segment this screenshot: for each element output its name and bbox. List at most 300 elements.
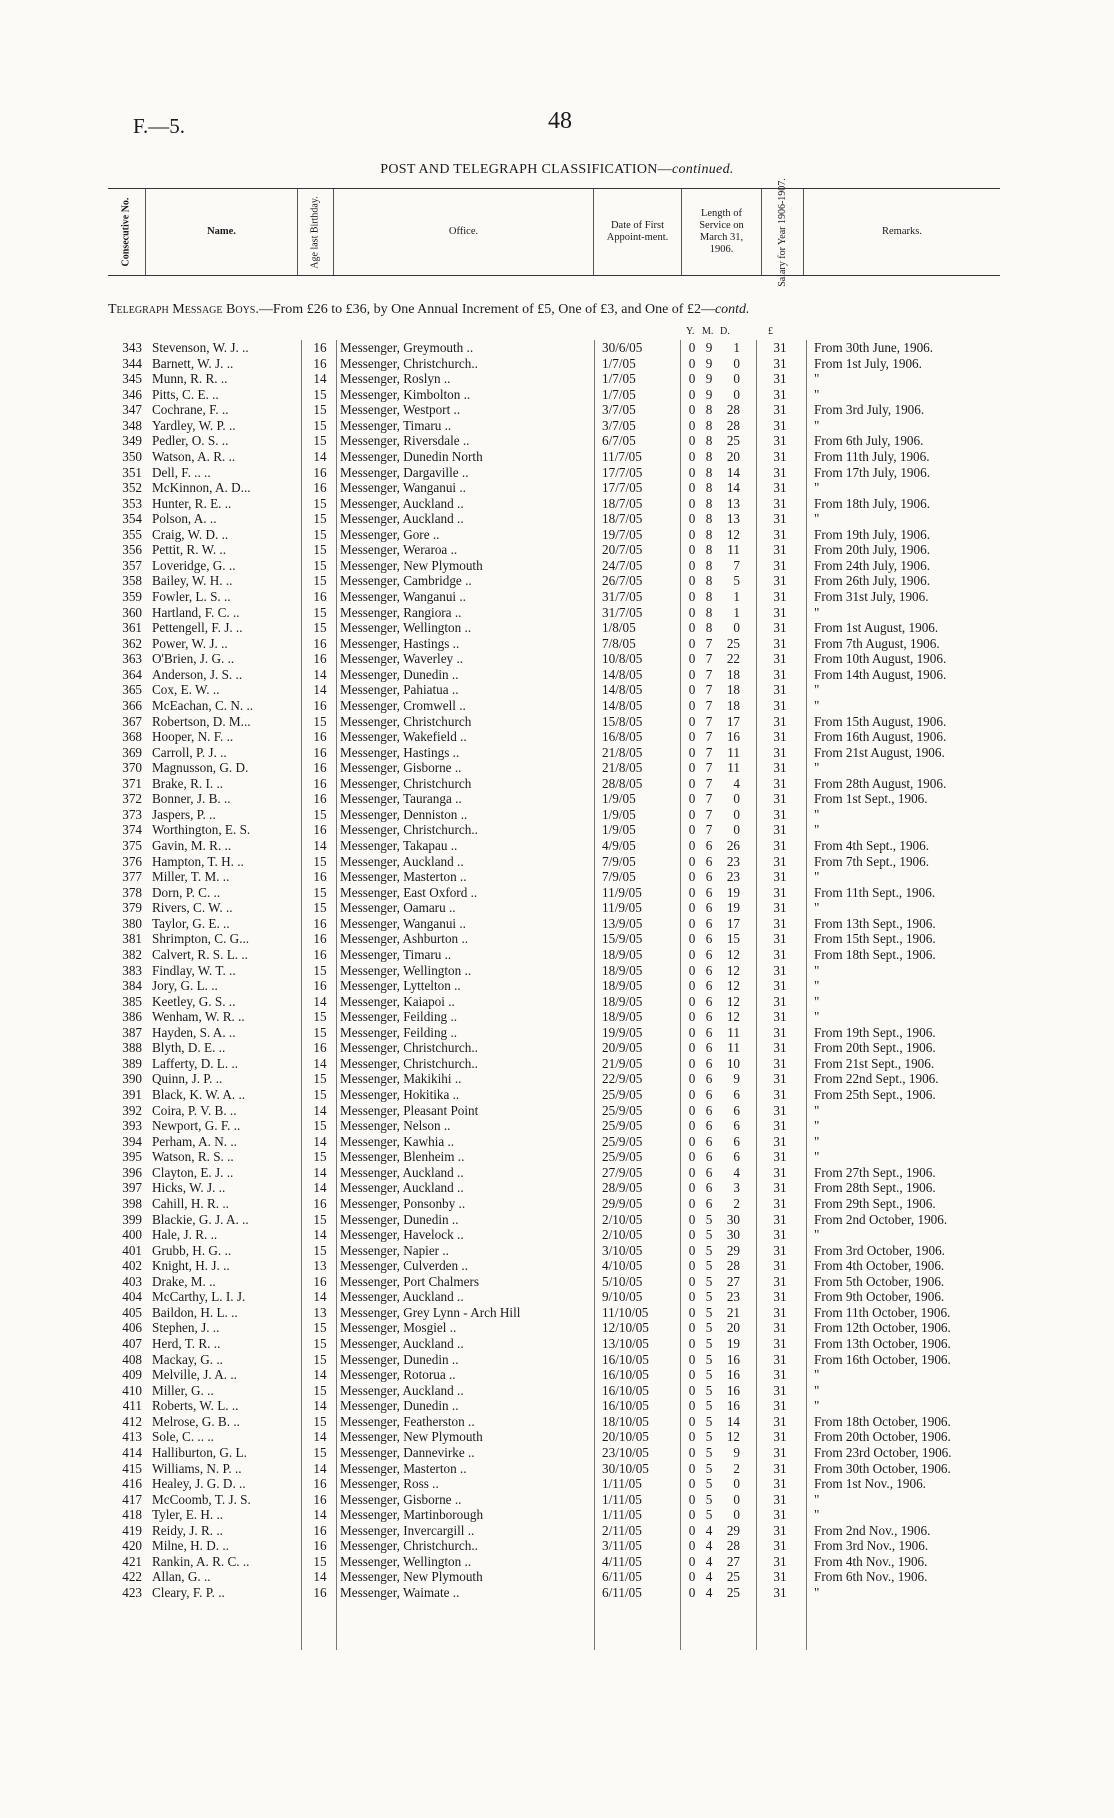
cell-date: 18/9/05: [602, 962, 643, 978]
cell-y: 0: [688, 635, 696, 651]
cell-age: 14: [313, 1460, 327, 1476]
cell-date: 13/10/05: [602, 1336, 649, 1351]
cell-no: 388: [122, 1040, 142, 1056]
cell-sal: 31: [773, 1009, 787, 1025]
cell-age: 14: [313, 1429, 327, 1445]
unit-pound: £: [768, 326, 773, 337]
cell-name: Hicks, W. J. ..: [152, 1180, 226, 1196]
cell-m: 6: [705, 1087, 713, 1102]
cell-d: 28: [726, 417, 740, 433]
cell-rem: From 21st August, 1906.: [814, 744, 945, 760]
cell-y: 0: [688, 1398, 696, 1414]
cell-m: 7: [705, 822, 713, 838]
cell-m: 6: [705, 869, 713, 885]
cell-no: 360: [122, 604, 142, 620]
cell-date: 20/7/05: [602, 542, 643, 558]
cell-d: 9: [733, 1071, 740, 1087]
cell-d: 23: [726, 853, 740, 869]
table-row: [108, 1569, 1008, 1585]
cell-name: Anderson, J. S. ..: [152, 666, 243, 682]
cell-y: 0: [688, 791, 696, 807]
cell-no: 392: [122, 1102, 142, 1118]
cell-y: 0: [688, 1087, 696, 1102]
cell-date: 1/9/05: [602, 806, 636, 822]
cell-office: Messenger, Ponsonby ..: [340, 1195, 466, 1211]
cell-name: Cox, E. W. ..: [152, 682, 220, 698]
cell-name: Jaspers, P. ..: [152, 806, 216, 822]
cell-date: 25/9/05: [602, 1149, 643, 1165]
cell-y: 0: [688, 713, 696, 729]
cell-name: Pettit, R. W. ..: [152, 542, 227, 558]
cell-m: 6: [705, 978, 713, 994]
cell-y: 0: [688, 1273, 696, 1289]
cell-no: 417: [122, 1491, 142, 1507]
cell-date: 10/8/05: [602, 651, 643, 667]
cell-office: Messenger, Dargaville ..: [340, 464, 469, 480]
cell-sal: 31: [773, 589, 787, 604]
cell-sal: 31: [773, 1585, 787, 1600]
cell-name: Carroll, P. J. ..: [152, 744, 227, 760]
cell-age: 15: [313, 526, 327, 542]
table-row: [108, 1336, 1008, 1352]
cell-m: 5: [705, 1211, 713, 1227]
cell-rem: From 12th October, 1906.: [814, 1320, 951, 1336]
cell-y: 0: [688, 869, 696, 885]
cell-date: 20/10/05: [602, 1429, 649, 1445]
table-row: [108, 994, 1008, 1010]
cell-age: 15: [313, 884, 327, 900]
cell-name: Hartland, F. C. ..: [152, 604, 240, 620]
cell-d: 11: [727, 760, 740, 776]
cell-d: 1: [733, 589, 740, 604]
cell-no: 421: [122, 1553, 142, 1569]
cell-age: 15: [313, 713, 327, 729]
cell-sal: 31: [773, 729, 787, 745]
cell-office: Messenger, Tauranga ..: [340, 791, 462, 807]
cell-y: 0: [688, 760, 696, 776]
cell-name: Blackie, G. J. A. ..: [152, 1211, 249, 1227]
cell-rem: From 21st Sept., 1906.: [814, 1055, 935, 1071]
table-row: [108, 1429, 1008, 1445]
cell-rem: From 3rd Nov., 1906.: [814, 1538, 929, 1554]
cell-rem: From 20th October, 1906.: [814, 1429, 951, 1445]
table-row: [108, 978, 1008, 994]
cell-sal: 31: [773, 760, 787, 776]
cell-y: 0: [688, 838, 696, 853]
cell-date: 1/11/05: [602, 1491, 642, 1507]
cell-d: 12: [726, 978, 740, 994]
cell-date: 7/9/05: [602, 869, 636, 885]
cell-sal: 31: [773, 542, 787, 558]
cell-sal: 31: [773, 1071, 787, 1087]
cell-d: 19: [726, 1336, 740, 1351]
cell-date: 30/6/05: [602, 340, 643, 355]
cell-date: 1/7/05: [602, 371, 636, 387]
cell-sal: 31: [773, 495, 787, 511]
cell-office: Messenger, Pahiatua ..: [340, 682, 459, 698]
table-row: [108, 947, 1008, 963]
cell-name: McCoomb, T. J. S.: [152, 1491, 251, 1507]
cell-name: Polson, A. ..: [152, 511, 217, 527]
cell-rem: ": [814, 760, 820, 776]
cell-date: 21/8/05: [602, 760, 643, 776]
cell-name: Dorn, P. C. ..: [152, 884, 221, 900]
cell-rem: ": [814, 1118, 820, 1134]
cell-m: 6: [705, 962, 713, 978]
cell-office: Messenger, Waimate ..: [340, 1585, 460, 1600]
cell-y: 0: [688, 386, 696, 402]
cell-y: 0: [688, 526, 696, 542]
cell-age: 14: [313, 838, 327, 853]
cell-date: 18/7/05: [602, 495, 643, 511]
cell-rem: From 24th July, 1906.: [814, 557, 931, 573]
cell-age: 16: [313, 744, 327, 760]
cell-m: 8: [705, 573, 713, 589]
cell-m: 5: [705, 1304, 713, 1320]
table-row: [108, 651, 1008, 667]
cell-d: 29: [726, 1242, 740, 1258]
cell-sal: 31: [773, 666, 787, 682]
cell-y: 0: [688, 775, 696, 791]
cell-name: Melville, J. A. ..: [152, 1367, 237, 1383]
cell-y: 0: [688, 1476, 696, 1492]
cell-sal: 31: [773, 1538, 787, 1554]
cell-name: Williams, N. P. ..: [152, 1460, 242, 1476]
cell-name: Hampton, T. H. ..: [152, 853, 244, 869]
table-row: [108, 449, 1008, 465]
cell-rem: From 23rd October, 1906.: [814, 1444, 952, 1460]
cell-office: Messenger, Napier ..: [340, 1242, 449, 1258]
cell-rem: ": [814, 1585, 820, 1600]
cell-date: 9/10/05: [602, 1289, 643, 1305]
cell-name: Reidy, J. R. ..: [152, 1522, 223, 1538]
cell-office: Messenger, Cambridge ..: [340, 573, 472, 589]
cell-office: Messenger, Nelson ..: [340, 1118, 451, 1134]
cell-sal: 31: [773, 1289, 787, 1305]
cell-m: 8: [705, 402, 713, 418]
table-row: [108, 1196, 1008, 1212]
cell-no: 385: [122, 993, 142, 1009]
cell-m: 5: [705, 1320, 713, 1336]
unit-months: M.: [702, 326, 714, 337]
cell-sal: 31: [773, 1227, 787, 1243]
cell-rem: ": [814, 386, 820, 402]
table-row: [108, 1025, 1008, 1041]
table-row: [108, 1165, 1008, 1181]
cell-date: 4/9/05: [602, 838, 636, 853]
cell-no: 365: [122, 682, 142, 698]
cell-rem: From 4th October, 1906.: [814, 1258, 945, 1274]
cell-age: 15: [313, 1211, 327, 1227]
cell-rem: From 3rd October, 1906.: [814, 1242, 945, 1258]
table-row: [108, 636, 1008, 652]
cell-no: 375: [122, 838, 142, 853]
cell-no: 348: [122, 417, 142, 433]
cell-d: 29: [726, 1522, 740, 1538]
table-row: [108, 1087, 1008, 1103]
cell-rem: From 4th Sept., 1906.: [814, 838, 930, 853]
cell-name: Pettengell, F. J. ..: [152, 620, 243, 636]
cell-m: 5: [705, 1273, 713, 1289]
cell-no: 378: [122, 884, 142, 900]
cell-m: 4: [705, 1538, 713, 1554]
cell-sal: 31: [773, 573, 787, 589]
cell-m: 6: [705, 946, 713, 962]
cell-d: 1: [733, 340, 740, 355]
table-row: [108, 480, 1008, 496]
cell-d: 7: [733, 557, 740, 573]
cell-d: 20: [726, 1320, 740, 1336]
cell-age: 14: [313, 1507, 327, 1523]
cell-sal: 31: [773, 869, 787, 885]
cell-date: 3/7/05: [602, 402, 636, 418]
cell-age: 15: [313, 1242, 327, 1258]
cell-office: Messenger, East Oxford ..: [340, 884, 478, 900]
table-row: [108, 1258, 1008, 1274]
cell-m: 5: [705, 1444, 713, 1460]
cell-rem: From 13th October, 1906.: [814, 1336, 951, 1351]
table-row: [108, 542, 1008, 558]
cell-d: 18: [726, 697, 740, 713]
cell-office: Messenger, Auckland ..: [340, 1289, 464, 1305]
cell-name: Yardley, W. P. ..: [152, 417, 236, 433]
cell-name: Perham, A. N. ..: [152, 1133, 237, 1149]
cell-d: 5: [733, 573, 740, 589]
cell-name: Rankin, A. R. C. ..: [152, 1553, 250, 1569]
cell-y: 0: [688, 744, 696, 760]
cell-office: Messenger, Makikihi ..: [340, 1071, 462, 1087]
cell-date: 21/9/05: [602, 1055, 643, 1071]
cell-d: 16: [726, 1382, 740, 1398]
cell-y: 0: [688, 822, 696, 838]
cell-office: Messenger, Rotorua ..: [340, 1367, 456, 1383]
cell-m: 6: [705, 1180, 713, 1196]
cell-y: 0: [688, 1118, 696, 1134]
cell-age: 15: [313, 542, 327, 558]
cell-rem: ": [814, 1507, 820, 1523]
cell-y: 0: [688, 1538, 696, 1554]
cell-y: 0: [688, 697, 696, 713]
cell-rem: ": [814, 1102, 820, 1118]
table-row: [108, 1398, 1008, 1414]
cell-date: 6/7/05: [602, 433, 636, 449]
cell-no: 376: [122, 853, 142, 869]
cell-m: 6: [705, 993, 713, 1009]
cell-age: 15: [313, 853, 327, 869]
cell-name: Cahill, H. R. ..: [152, 1195, 229, 1211]
cell-d: 12: [726, 526, 740, 542]
cell-m: 6: [705, 1071, 713, 1087]
table-row: [108, 527, 1008, 543]
cell-y: 0: [688, 1040, 696, 1056]
cell-d: 25: [726, 635, 740, 651]
cell-sal: 31: [773, 1382, 787, 1398]
cell-y: 0: [688, 620, 696, 636]
cell-name: Knight, H. J. ..: [152, 1258, 230, 1274]
cell-sal: 31: [773, 1242, 787, 1258]
cell-office: Messenger, Cromwell ..: [340, 697, 466, 713]
cell-sal: 31: [773, 1211, 787, 1227]
cell-age: 16: [313, 775, 327, 791]
cell-age: 14: [313, 371, 327, 387]
table-row: [108, 1103, 1008, 1119]
cell-no: 364: [122, 666, 142, 682]
cell-y: 0: [688, 884, 696, 900]
cell-sal: 31: [773, 1444, 787, 1460]
cell-d: 28: [726, 1258, 740, 1274]
cell-no: 357: [122, 557, 142, 573]
cell-date: 5/10/05: [602, 1273, 643, 1289]
cell-name: Hooper, N. F. ..: [152, 729, 234, 745]
cell-rem: ": [814, 1382, 820, 1398]
cell-sal: 31: [773, 1507, 787, 1523]
cell-m: 7: [705, 744, 713, 760]
table-row: [108, 558, 1008, 574]
cell-y: 0: [688, 1227, 696, 1243]
cell-d: 6: [733, 1087, 740, 1102]
cell-no: 408: [122, 1351, 142, 1367]
cell-rem: ": [814, 869, 820, 885]
cell-m: 6: [705, 1149, 713, 1165]
cell-m: 6: [705, 853, 713, 869]
table-row: [108, 356, 1008, 372]
cell-office: Messenger, Rangiora ..: [340, 604, 462, 620]
cell-rem: From 2nd Nov., 1906.: [814, 1522, 931, 1538]
cell-office: Messenger, Wellington ..: [340, 1553, 472, 1569]
cell-date: 13/9/05: [602, 915, 643, 931]
cell-name: Jory, G. L. ..: [152, 978, 218, 994]
cell-age: 15: [313, 900, 327, 916]
cell-office: Messenger, Dunedin North: [340, 448, 483, 464]
cell-date: 4/10/05: [602, 1258, 643, 1274]
cell-y: 0: [688, 1133, 696, 1149]
cell-d: 18: [726, 666, 740, 682]
cell-no: 353: [122, 495, 142, 511]
cell-d: 12: [726, 962, 740, 978]
cell-office: Messenger, Christchurch..: [340, 1040, 478, 1056]
cell-no: 345: [122, 371, 142, 387]
cell-date: 21/8/05: [602, 744, 643, 760]
table-row: [108, 1134, 1008, 1150]
cell-m: 8: [705, 620, 713, 636]
cell-d: 28: [726, 402, 740, 418]
cell-rem: From 11th July, 1906.: [814, 448, 930, 464]
cell-no: 363: [122, 651, 142, 667]
cell-name: Baildon, H. L. ..: [152, 1304, 238, 1320]
table-row: [108, 1320, 1008, 1336]
cell-m: 6: [705, 1009, 713, 1025]
cell-office: Messenger, Grey Lynn - Arch Hill: [340, 1304, 521, 1320]
cell-office: Messenger, Takapau ..: [340, 838, 458, 853]
cell-rem: From 19th July, 1906.: [814, 526, 931, 542]
cell-sal: 31: [773, 806, 787, 822]
unit-years: Y.: [686, 326, 695, 337]
cell-d: 12: [726, 993, 740, 1009]
cell-y: 0: [688, 495, 696, 511]
cell-y: 0: [688, 402, 696, 418]
cell-age: 15: [313, 1009, 327, 1025]
cell-m: 8: [705, 526, 713, 542]
cell-y: 0: [688, 1429, 696, 1445]
cell-rem: From 10th August, 1906.: [814, 651, 947, 667]
cell-y: 0: [688, 464, 696, 480]
cell-no: 362: [122, 635, 142, 651]
cell-m: 8: [705, 433, 713, 449]
cell-no: 347: [122, 402, 142, 418]
cell-no: 373: [122, 806, 142, 822]
cell-office: Messenger, Dannevirke ..: [340, 1444, 475, 1460]
cell-rem: ": [814, 1398, 820, 1414]
cell-d: 17: [726, 713, 740, 729]
cell-rem: ": [814, 697, 820, 713]
cell-no: 344: [122, 355, 142, 371]
cell-rem: ": [814, 1133, 820, 1149]
cell-d: 21: [726, 1304, 740, 1320]
cell-age: 14: [313, 1180, 327, 1196]
table-row: [108, 807, 1008, 823]
cell-name: Rivers, C. W. ..: [152, 900, 233, 916]
cell-office: Messenger, Dunedin ..: [340, 1211, 459, 1227]
cell-age: 15: [313, 573, 327, 589]
cell-age: 15: [313, 1382, 327, 1398]
cell-office: Messenger, Martinborough: [340, 1507, 484, 1523]
cell-no: 423: [122, 1585, 142, 1600]
cell-office: Messenger, Christchurch: [340, 713, 472, 729]
cell-no: 401: [122, 1242, 142, 1258]
table-row: [108, 822, 1008, 838]
cell-office: Messenger, Wakefield ..: [340, 729, 467, 745]
cell-name: Miller, G. ..: [152, 1382, 214, 1398]
cell-m: 6: [705, 931, 713, 947]
cell-m: 4: [705, 1522, 713, 1538]
cell-age: 15: [313, 1413, 327, 1429]
cell-sal: 31: [773, 448, 787, 464]
cell-name: Lafferty, D. L. ..: [152, 1055, 239, 1071]
cell-m: 5: [705, 1258, 713, 1274]
unit-days: D.: [720, 326, 730, 337]
cell-rem: From 18th July, 1906.: [814, 495, 931, 511]
cell-y: 0: [688, 1304, 696, 1320]
cell-m: 8: [705, 557, 713, 573]
cell-age: 16: [313, 869, 327, 885]
cell-name: Power, W. J. ..: [152, 635, 228, 651]
cell-d: 1: [733, 604, 740, 620]
cell-name: Healey, J. G. D. ..: [152, 1476, 246, 1492]
cell-age: 16: [313, 480, 327, 496]
cell-name: Sole, C. .. ..: [152, 1429, 214, 1445]
cell-y: 0: [688, 1211, 696, 1227]
cell-name: Shrimpton, C. G...: [152, 931, 250, 947]
cell-office: Messenger, Dunedin ..: [340, 666, 459, 682]
cell-date: 18/10/05: [602, 1413, 649, 1429]
cell-office: Messenger, Auckland ..: [340, 511, 464, 527]
cell-office: Messenger, New Plymouth: [340, 557, 483, 573]
cell-office: Messenger, Ashburton ..: [340, 931, 469, 947]
cell-sal: 31: [773, 433, 787, 449]
cell-age: 16: [313, 1538, 327, 1554]
header-age-label: Age last Birthday.: [310, 195, 321, 269]
cell-d: 25: [726, 433, 740, 449]
cell-age: 16: [313, 946, 327, 962]
table-row: [108, 1009, 1008, 1025]
cell-rem: From 2nd October, 1906.: [814, 1211, 948, 1227]
cell-rem: From 20th July, 1906.: [814, 542, 931, 558]
cell-age: 15: [313, 1071, 327, 1087]
cell-sal: 31: [773, 713, 787, 729]
cell-date: 17/7/05: [602, 480, 643, 496]
cell-office: Messenger, Auckland ..: [340, 495, 464, 511]
cell-sal: 31: [773, 1133, 787, 1149]
